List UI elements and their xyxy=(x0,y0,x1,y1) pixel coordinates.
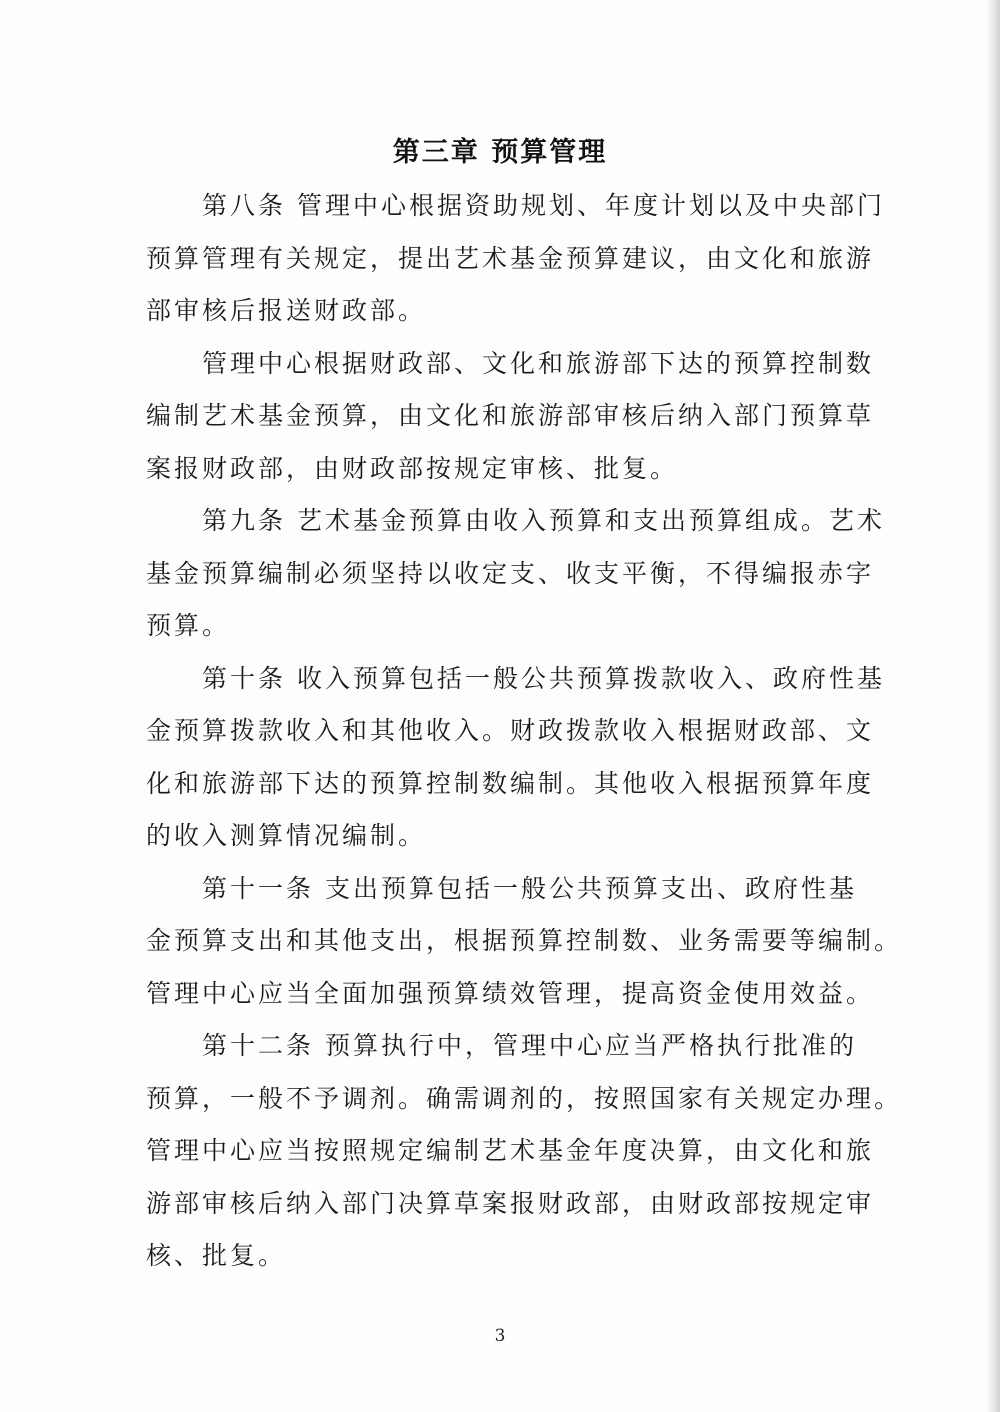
paragraph-article-11 xyxy=(146,863,903,1021)
text-line: 编制艺术基金预算，由文化和旅游部审核后纳入部门预算草 xyxy=(146,401,875,430)
text-line: 化和旅游部下达的预算控制数编制。其他收入根据预算年度 xyxy=(146,768,875,798)
paragraph-article-8-cont xyxy=(146,338,875,496)
paragraph-article-9 xyxy=(146,495,885,653)
text-line: 第十条 收入预算包括一般公共预算拨款收入、政府性基 xyxy=(202,663,885,693)
text-line: 第八条 管理中心根据资助规划、年度计划以及中央部门 xyxy=(202,191,885,220)
page-edge-shadow xyxy=(986,0,1000,1412)
text-line: 第十二条 预算执行中，管理中心应当严格执行批准的 xyxy=(202,1031,857,1060)
text-line: 第十一条 支出预算包括一般公共预算支出、政府性基 xyxy=(202,873,857,903)
text-line: 管理中心应当全面加强预算绩效管理，提高资金使用效益。 xyxy=(146,978,875,1008)
page-number: 3 xyxy=(494,1326,506,1346)
text-line: 管理中心根据财政部、文化和旅游部下达的预算控制数 xyxy=(202,348,875,378)
text-line: 金预算支出和其他支出，根据预算控制数、业务需要等编制。 xyxy=(146,926,903,955)
text-line: 核、批复。 xyxy=(146,1241,287,1270)
text-line: 游部审核后纳入部门决算草案报财政部，由财政部按规定审 xyxy=(146,1188,875,1218)
text-line: 的收入测算情况编制。 xyxy=(146,821,427,850)
text-line: 金预算拨款收入和其他收入。财政拨款收入根据财政部、文 xyxy=(146,716,875,745)
text-line: 预算，一般不予调剂。确需调剂的，按照国家有关规定办理。 xyxy=(146,1083,903,1113)
paragraph-article-10 xyxy=(146,653,885,863)
chapter-title: 第三章 预算管理 xyxy=(392,137,608,168)
paragraph-article-8 xyxy=(146,180,885,338)
text-line: 基金预算编制必须坚持以收定支、收支平衡，不得编报赤字 xyxy=(146,558,875,588)
text-line: 管理中心应当按照规定编制艺术基金年度决算，由文化和旅 xyxy=(146,1136,875,1165)
body-text xyxy=(146,180,903,1283)
text-line: 预算管理有关规定，提出艺术基金预算建议，由文化和旅游 xyxy=(146,243,875,273)
text-line: 部审核后报送财政部。 xyxy=(146,296,427,325)
paragraph-article-12 xyxy=(146,1020,903,1283)
text-line: 第九条 艺术基金预算由收入预算和支出预算组成。艺术 xyxy=(202,506,885,535)
text-line: 案报财政部，由财政部按规定审核、批复。 xyxy=(146,453,679,483)
text-line: 预算。 xyxy=(146,611,231,640)
